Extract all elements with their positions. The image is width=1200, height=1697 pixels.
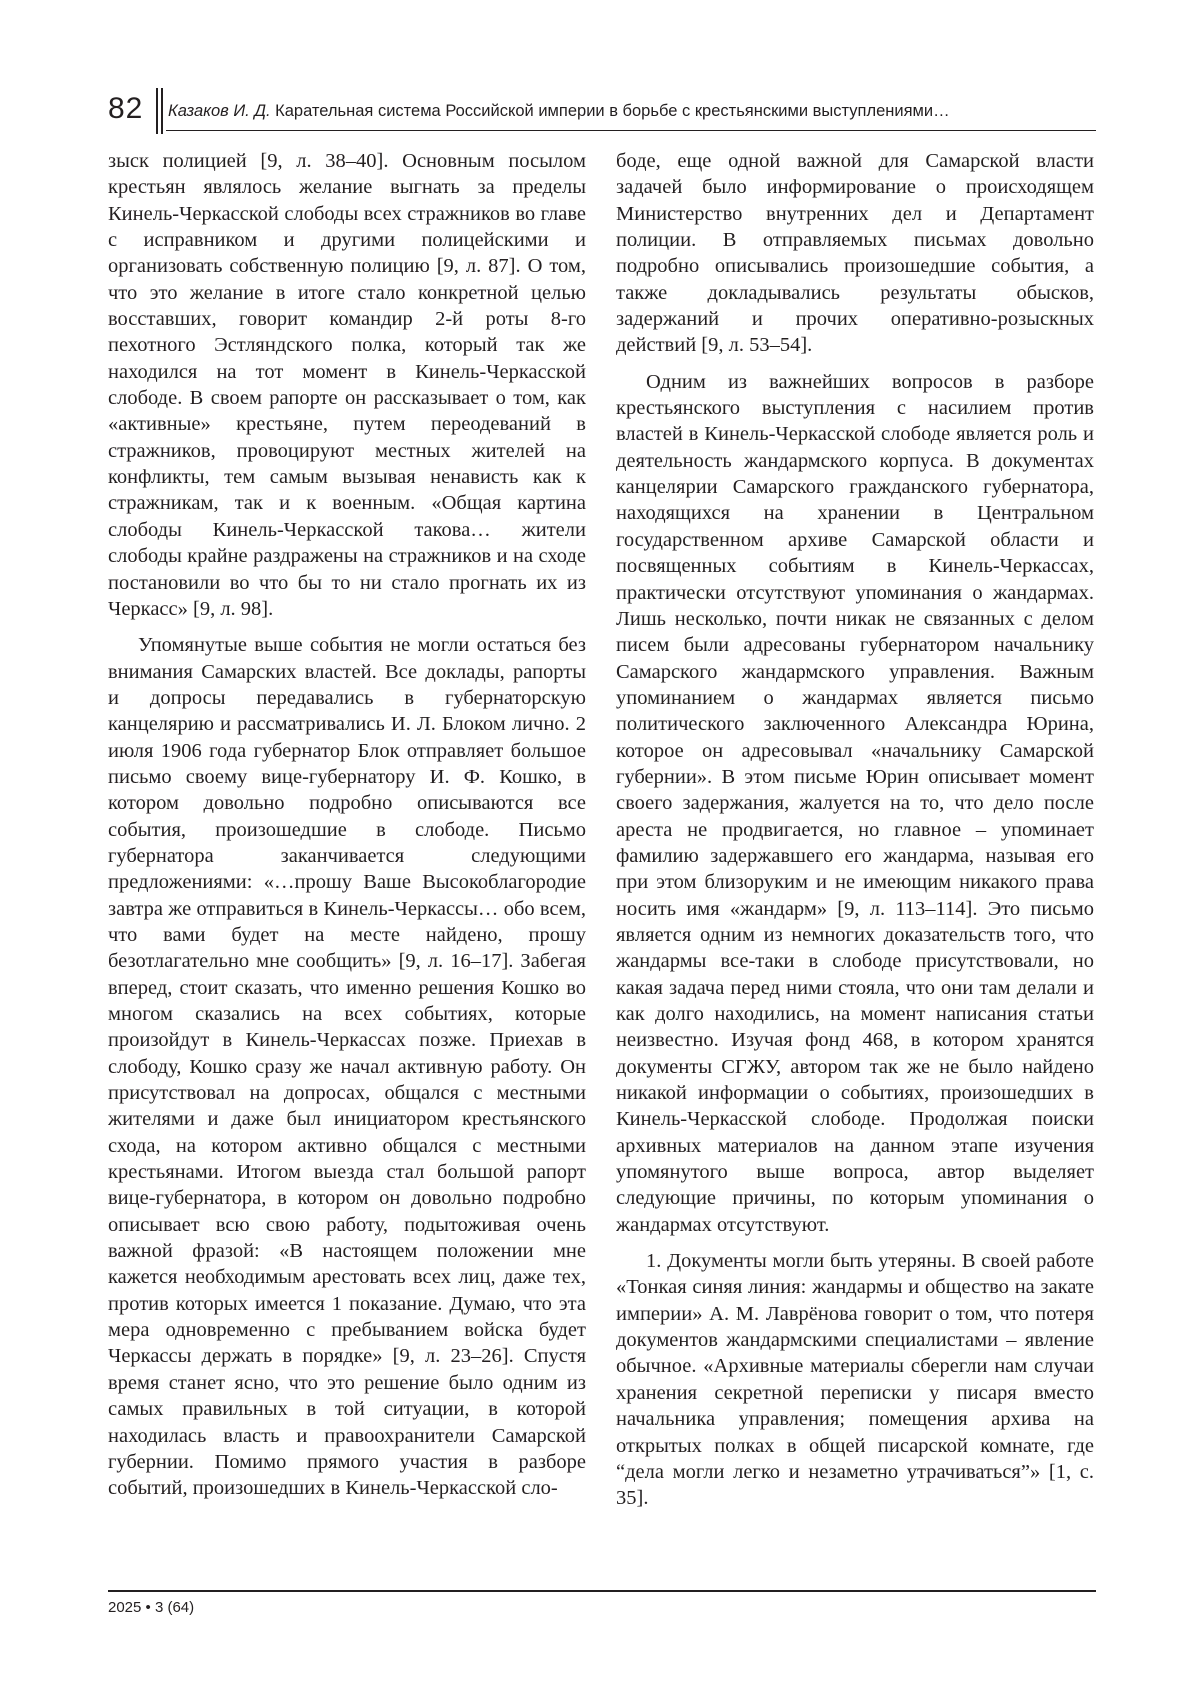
paragraph: зыск полицией [9, л. 38–40]. Основным посылом крестьян являлось желание выгнать за пределы Кинель-Черкасской слободы всех стражников во главе с исправником и другими полицейскими и организовать собственную полицию [9, л. 87]. О том, что это желание в итоге стало конкретной целью восставших, говорит командир 2-й роты 8-го пехотного Эстляндского полка, который так же находился на тот момент в Кинель-Черкасской слободе. В своем рапорте он рассказывает о том, как «активные» крестьяне, путем переодеваний в стражников, провоцируют местных жителей на конфликты, тем самым вызывая ненависть как к стражникам, так и к военным. «Общая картина слободы Кинель-Черкасской такова… жители слободы крайне раздражены на стражников и на сходе постановили во что бы то ни стало прогнать их из Черкасс» [9, л. 98]. [108, 150, 586, 620]
right-column [616, 148, 1094, 1533]
left-column [108, 148, 586, 1533]
paragraph: 1. Документы могли быть утеряны. В своей работе «Тонкая синяя линия: жандармы и общество на закате империи» А. М. Лаврёнова говорит о том, что потеря документов жандармскими специалистами – явление обычное. «Архивные материалы сберегли нам случаи хранения секретной переписки у писаря вместо начальника управления; помещения архива на открытых полках в общей писарской комнате, где “дела могли легко и незаметно утрачиваться”» [1, с. 35]. [616, 1250, 1094, 1510]
running-title-author: Казаков И. Д. [168, 102, 271, 120]
running-title [168, 102, 1096, 121]
running-header [108, 86, 1096, 136]
running-title-text: Карательная система Российской империи в борьбе с крестьянскими выступлениями… [275, 102, 950, 120]
header-rule [166, 130, 1096, 131]
header-divider-bar [156, 88, 158, 134]
header-divider-bar [161, 88, 163, 134]
page-number: 82 [108, 92, 144, 125]
paragraph: Упомянутые выше события не могли остаться без внимания Самарских властей. Все доклады, рапорты и допросы передавались в губернаторскую канцелярию и рассматривались И. Л. Блоком лично. 2 июля 1906 года губернатор Блок отправляет большое письмо своему вице-губернатору И. Ф. Кошко, в котором довольно подробно описываются все события, произошедшие в слободе. Письмо губернатора заканчивается следующими предложениями: «…прошу Ваше Высокоблагородие завтра же отправиться в Кинель-Черкассы… обо всем, что вами будет на месте найдено, прошу безотлагательно мне сообщить» [9, л. 16–17]. Забегая вперед, стоит сказать, что именно решения Кошко во многом сказались на всех событиях, которые произойдут в Кинель-Черкассах позже. Приехав в слободу, Кошко сразу же начал активную работу. Он присутствовал на допросах, общался с местными жителями и даже был инициатором крестьянского схода, на котором активно общался с местными крестьянами. Итогом выезда стал большой рапорт вице-губернатора, в котором он довольно подробно описывает всю свою работу, подытоживая очень важной фразой: «В настоящем положении мне кажется необходимым арестовать всех лиц, даже тех, против которых имеется 1 показание. Думаю, что эта мера одновременно с пребыванием войска будет Черкассы держать в порядке» [9, л. 23–26]. Спустя время станет ясно, что это решение было одним из самых правильных в той ситуации, в которой находилась власть и правоохранители Самарской губернии. Помимо прямого участия в разборе событий, произошедших в Кинель-Черкасской сло- [108, 634, 586, 1500]
paragraph: Одним из важнейших вопросов в разборе крестьянского выступления с насилием против властей в Кинель-Черкасской слободе является роль и деятельность жандармского корпуса. В документах канцелярии Самарского гражданского губернатора, находящихся на хранении в Центральном государственном архиве Самарской области и посвященных событиям в Кинель-Черкассах, практически отсутствуют упоминания о жандармах. Лишь несколько, почти никак не связанных с делом писем были адресованы губернатором начальнику Самарского жандармского управления. Важным упоминанием о жандармах является письмо политического заключенного Александра Юрина, которое он адресовывал «начальнику Самарской губернии». В этом письме Юрин описывает момент своего задержания, жалуется на то, что дело после ареста не продвигается, но главное – упоминает фамилию задержавшего его жандарма, называя его при этом близоруким и не имеющим никакого права носить имя «жандарм» [9, л. 113–114]. Это письмо является одним из немногих доказательств того, что жандармы все-таки в слободе присутствовали, но какая задача перед ними стояла, что они там делали и как долго находились, на момент написания статьи неизвестно. Изучая фонд 468, в котором хранятся документы СГЖУ, автором так же не было найдено никакой информации о событиях, произошедших в Кинель-Черкасской слободе. Продолжая поиски архивных материалов на данном этапе изучения упомянутого выше вопроса, автор выделяет следующие причины, по которым упоминания о жандармах отсутствуют. [616, 370, 1094, 1236]
footer-rule [108, 1590, 1096, 1592]
issue-footer: 2025 • 3 (64) [108, 1599, 195, 1616]
paragraph: боде, еще одной важной для Самарской власти задачей было информирование о происходящем Министерство внутренних дел и Департамент полиции. В отправляемых письмах довольно подробно описывались произошедшие события, а также докладывались результаты обысков, задержаний и прочих оперативно-розыскных действий [9, л. 53–54]. [616, 150, 1094, 357]
